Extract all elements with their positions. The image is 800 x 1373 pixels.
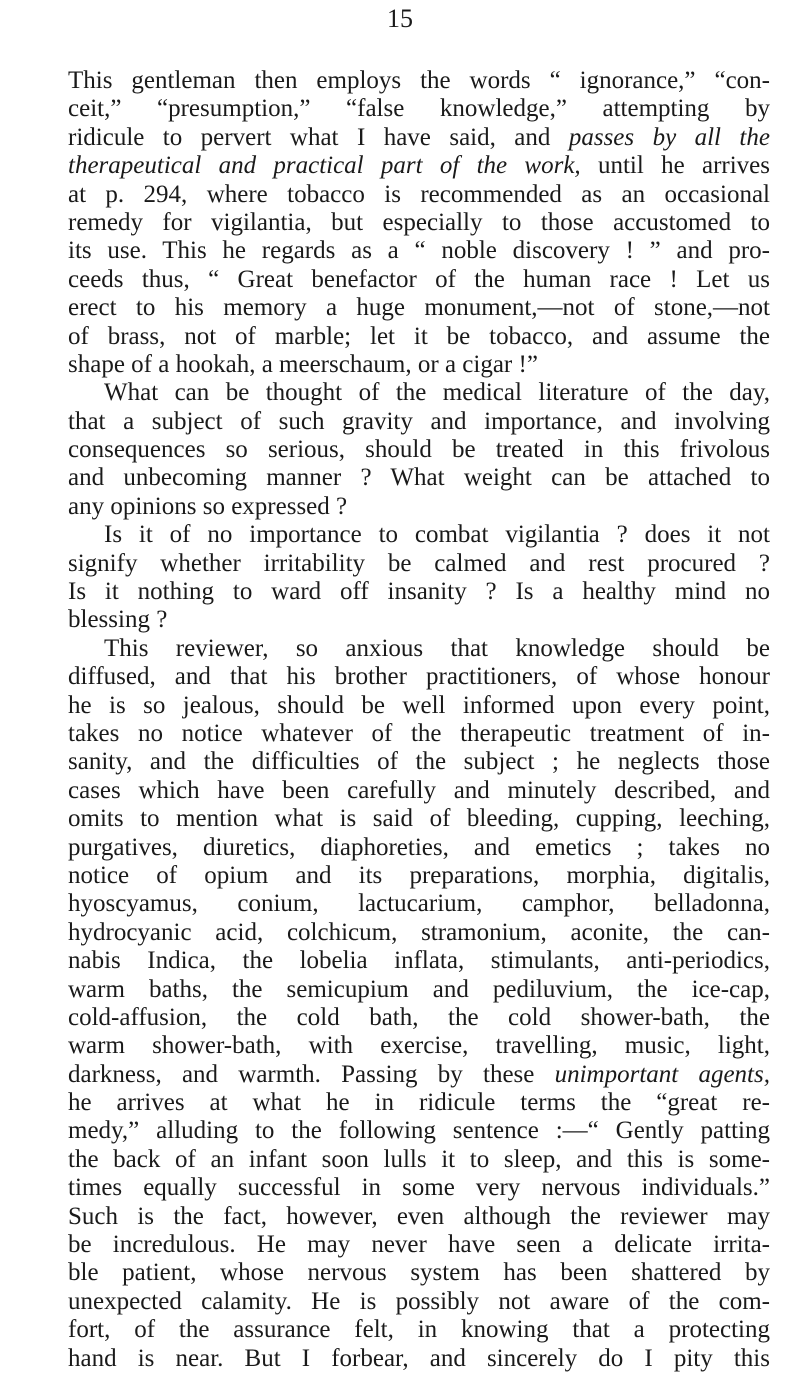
text-span: signify whether irritability be calmed and rest procured ? — [68, 549, 770, 577]
text-span: unexpected calamity. He is possibly not aware of the com- — [68, 1287, 770, 1315]
text-span: hyoscyamus, conium, lactucarium, camphor, belladonna, — [68, 890, 770, 918]
text-span: This gentleman then employs the words “ ignorance,” “con- — [68, 67, 770, 94]
text-span: warm baths, the semicupium and pediluvium, the ice-cap, — [68, 975, 770, 1003]
text-line — [68, 436, 770, 464]
text-span: hand is near. But I forbear, and sincerely do I pity this — [68, 1344, 770, 1372]
text-line — [68, 152, 770, 180]
text-line — [68, 1032, 770, 1060]
text-line — [68, 834, 770, 862]
text-span: fort, of the assurance felt, in knowing that a protecting — [68, 1316, 770, 1344]
text-line — [68, 663, 770, 691]
text-span: shape of a hookah, a meerschaum, or a cigar !” — [68, 350, 538, 378]
text-span: blessing ? — [68, 606, 168, 634]
text-line — [68, 351, 770, 379]
text-line — [68, 124, 770, 152]
text-span: he is so jealous, should be well informed upon every point, — [68, 691, 770, 719]
text-line — [68, 1089, 770, 1117]
text-line — [68, 947, 770, 975]
text-span: consequences so serious, should be treated in this frivolous — [68, 436, 770, 464]
text-span: remedy for vigilantia, but especially to those accustomed to — [68, 208, 770, 236]
text-span: times equally successful in some very nervous individuals.” — [68, 1174, 770, 1202]
text-line — [68, 1259, 770, 1287]
text-span: ceeds thus, “ Great benefactor of the human race ! Let us — [68, 265, 770, 293]
text-line — [68, 578, 770, 606]
text-span: nabis Indica, the lobelia inflata, stimulants, anti-periodics, — [68, 947, 770, 975]
text-line — [68, 890, 770, 918]
text-line — [68, 294, 770, 322]
text-line — [68, 95, 770, 123]
text-line — [68, 805, 770, 833]
text-span: any opinions so expressed ? — [68, 492, 348, 520]
text-line — [68, 976, 770, 1004]
text-span: its use. This he regards as a “ noble discovery ! ” and pro- — [68, 237, 770, 265]
text-span: medy,” alluding to the following sentence :—“ Gently patting — [68, 1117, 770, 1145]
italic-text: passes by all the — [568, 123, 770, 151]
text-span: cases which have been carefully and minutely described, and — [68, 776, 770, 804]
text-line — [68, 919, 770, 947]
text-line — [68, 379, 770, 407]
text-line — [68, 237, 770, 265]
text-span: that a subject of such gravity and importance, and involving — [68, 407, 770, 435]
text-span: cold-affusion, the cold bath, the cold shower-bath, the — [68, 1003, 770, 1031]
text-span: ble patient, whose nervous system has been shattered by — [68, 1259, 770, 1287]
text-span: What can be thought of the medical literature of the day, — [104, 379, 770, 407]
text-line — [68, 1004, 770, 1032]
text-line — [68, 464, 770, 492]
text-line — [68, 692, 770, 720]
italic-text: therapeutical and practical part of the work, — [68, 152, 581, 180]
text-line — [68, 493, 770, 521]
text-span: takes no notice whatever of the therapeutic treatment of in- — [68, 719, 770, 747]
text-line — [68, 1288, 770, 1316]
italic-text: unimportant agents, — [554, 1060, 770, 1088]
text-line — [68, 1345, 770, 1373]
text-span: Is it nothing to ward off insanity ? Is a healthy mind no — [68, 578, 770, 606]
text-line — [68, 862, 770, 890]
text-span: hydrocyanic acid, colchicum, stramonium, aconite, the can- — [68, 918, 770, 946]
text-span: This reviewer, so anxious that knowledge should be — [104, 634, 770, 662]
text-span: sanity, and the difficulties of the subject ; he neglects those — [68, 748, 770, 776]
body-text — [68, 67, 770, 1373]
page-number: 15 — [387, 4, 413, 33]
text-span: Such is the fact, however, even although the reviewer may — [68, 1202, 770, 1230]
text-line — [68, 1316, 770, 1344]
text-line — [68, 1174, 770, 1202]
text-line — [68, 1061, 770, 1089]
text-line — [68, 323, 770, 351]
text-span: at p. 294, where tobacco is recommended as an occasional — [68, 180, 770, 208]
text-span: notice of opium and its preparations, morphia, digitalis, — [68, 861, 770, 889]
text-span: be incredulous. He may never have seen a delicate irrita- — [68, 1231, 770, 1259]
text-line — [68, 408, 770, 436]
text-span: purgatives, diuretics, diaphoreties, and emetics ; takes no — [68, 833, 770, 861]
text-span: of brass, not of marble; let it be tobacco, and assume the — [68, 322, 770, 350]
text-span: and unbecoming manner ? What weight can be attached to — [68, 464, 770, 492]
text-span: ridicule to pervert what I have said, and — [68, 123, 569, 151]
text-line — [68, 1203, 770, 1231]
text-line — [68, 1231, 770, 1259]
text-span: the back of an infant soon lulls it to sleep, and this is some- — [68, 1145, 770, 1173]
text-span: omits to mention what is said of bleeding, cupping, leeching, — [68, 805, 770, 833]
text-line — [68, 720, 770, 748]
text-line — [68, 67, 770, 95]
text-line — [68, 1146, 770, 1174]
text-line — [68, 266, 770, 294]
text-span: diffused, and that his brother practitioners, of whose honour — [68, 663, 770, 691]
text-span: he arrives at what he in ridicule terms the “great re- — [68, 1089, 770, 1117]
text-line — [68, 181, 770, 209]
text-line — [68, 777, 770, 805]
text-span: warm shower-bath, with exercise, travelling, music, light, — [68, 1032, 770, 1060]
text-line — [68, 606, 770, 634]
text-span: Is it of no importance to combat vigilantia ? does it not — [104, 521, 770, 549]
text-span: darkness, and warmth. Passing by these — [68, 1060, 555, 1088]
text-span: erect to his memory a huge monument,—not of stone,—not — [68, 294, 770, 322]
text-line — [68, 635, 770, 663]
text-line — [68, 209, 770, 237]
text-line — [68, 521, 770, 549]
text-line — [68, 748, 770, 776]
text-span: until he arrives — [580, 152, 770, 180]
text-line — [68, 1117, 770, 1145]
text-line — [68, 550, 770, 578]
text-span: ceit,” “presumption,” “false knowledge,” attempting by — [68, 95, 770, 123]
